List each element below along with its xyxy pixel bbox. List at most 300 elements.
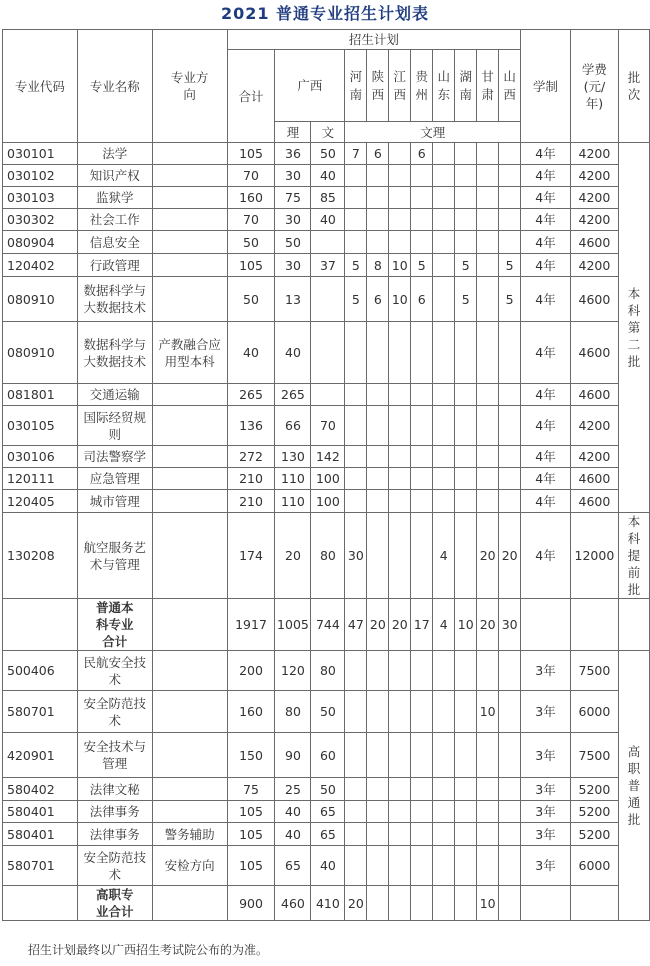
header-duration: 学制	[521, 30, 571, 143]
province-cell: 5	[411, 254, 433, 277]
major-name: 安全技术与管理	[77, 733, 152, 778]
major-code: 030101	[3, 143, 78, 165]
major-code: 030103	[3, 187, 78, 209]
guangxi-li-cell: 110	[275, 490, 311, 513]
major-name: 行政管理	[77, 254, 152, 277]
major-direction	[152, 384, 227, 406]
major-name: 法律事务	[77, 801, 152, 823]
province-cell	[389, 823, 411, 846]
header-li: 理	[275, 122, 311, 143]
guangxi-wen-cell: 50	[311, 143, 345, 165]
province-cell	[367, 823, 389, 846]
major-code: 030106	[3, 446, 78, 468]
table-row	[3, 691, 650, 733]
guangxi-wen-cell: 65	[311, 801, 345, 823]
province-cell	[455, 823, 477, 846]
province-cell	[389, 143, 411, 165]
subtotal-code	[3, 886, 78, 921]
guangxi-li-cell: 20	[275, 513, 311, 599]
duration-cell: 3年	[521, 823, 571, 846]
province-cell	[455, 322, 477, 384]
major-direction	[152, 691, 227, 733]
major-code: 580701	[3, 691, 78, 733]
province-cell	[345, 733, 367, 778]
province-cell	[499, 468, 521, 490]
batch-cell: 本科提前批	[618, 513, 649, 599]
fee-cell: 4200	[570, 165, 618, 187]
major-name: 航空服务艺术与管理	[77, 513, 152, 599]
total-cell: 105	[227, 801, 275, 823]
major-direction	[152, 143, 227, 165]
total-cell: 70	[227, 209, 275, 231]
page-title: 2021 普通专业招生计划表	[220, 4, 430, 23]
guangxi-li-cell: 80	[275, 691, 311, 733]
major-code: 580402	[3, 778, 78, 801]
major-direction	[152, 209, 227, 231]
duration-cell: 3年	[521, 651, 571, 691]
province-cell	[411, 322, 433, 384]
major-code: 080910	[3, 322, 78, 384]
header-direction: 专业方向	[152, 30, 227, 143]
table-row	[3, 846, 650, 886]
major-name: 安全防范技术	[77, 846, 152, 886]
province-cell: 5	[345, 254, 367, 277]
province-cell	[345, 823, 367, 846]
guangxi-li-cell: 40	[275, 801, 311, 823]
duration-cell: 4年	[521, 406, 571, 446]
province-cell	[411, 446, 433, 468]
province-cell	[367, 209, 389, 231]
province-cell	[455, 187, 477, 209]
duration-cell: 4年	[521, 384, 571, 406]
province-cell	[389, 468, 411, 490]
province-cell	[389, 322, 411, 384]
major-name: 司法警察学	[77, 446, 152, 468]
province-cell	[455, 846, 477, 886]
province-cell	[345, 801, 367, 823]
table-row	[3, 651, 650, 691]
province-cell	[411, 823, 433, 846]
major-name: 国际经贸规则	[77, 406, 152, 446]
major-direction: 警务辅助	[152, 823, 227, 846]
total-cell: 40	[227, 322, 275, 384]
fee-cell: 4600	[570, 277, 618, 322]
subtotal-code	[3, 599, 78, 651]
province-cell	[411, 513, 433, 599]
fee-cell: 4200	[570, 187, 618, 209]
province-cell	[411, 846, 433, 886]
fee-cell: 6000	[570, 691, 618, 733]
province-cell	[499, 446, 521, 468]
province-cell	[367, 801, 389, 823]
fee-cell: 7500	[570, 733, 618, 778]
guangxi-li-cell: 110	[275, 468, 311, 490]
duration-cell: 4年	[521, 254, 571, 277]
major-code: 130208	[3, 513, 78, 599]
province-cell	[499, 886, 521, 921]
total-cell: 105	[227, 254, 275, 277]
province-cell	[455, 143, 477, 165]
total-cell: 150	[227, 733, 275, 778]
province-cell	[367, 165, 389, 187]
header-batch: 批次	[618, 30, 649, 143]
province-cell	[455, 691, 477, 733]
major-name: 法律事务	[77, 823, 152, 846]
province-cell	[477, 384, 499, 406]
major-name: 民航安全技术	[77, 651, 152, 691]
province-cell	[499, 322, 521, 384]
major-direction	[152, 733, 227, 778]
guangxi-wen-cell: 85	[311, 187, 345, 209]
province-cell	[345, 651, 367, 691]
province-cell	[345, 468, 367, 490]
guangxi-wen-cell	[311, 322, 345, 384]
province-cell	[499, 651, 521, 691]
province-cell	[345, 322, 367, 384]
total-cell: 105	[227, 846, 275, 886]
guangxi-wen-cell: 80	[311, 651, 345, 691]
fee-cell: 4200	[570, 254, 618, 277]
province-cell	[433, 886, 455, 921]
province-cell	[345, 406, 367, 446]
province-cell	[455, 886, 477, 921]
province-cell	[477, 468, 499, 490]
header-wenli: 文理	[345, 122, 521, 143]
table-row	[3, 490, 650, 513]
province-cell	[499, 801, 521, 823]
province-cell	[367, 384, 389, 406]
major-direction	[152, 778, 227, 801]
major-name: 法律文秘	[77, 778, 152, 801]
province-cell	[455, 406, 477, 446]
table-row	[3, 209, 650, 231]
province-cell: 5	[455, 254, 477, 277]
province-cell	[433, 733, 455, 778]
major-direction	[152, 490, 227, 513]
province-cell	[389, 490, 411, 513]
total-cell: 50	[227, 277, 275, 322]
subtotal-label: 普通本科专业合计	[77, 599, 152, 651]
province-cell	[411, 468, 433, 490]
major-direction: 安检方向	[152, 846, 227, 886]
major-code: 030102	[3, 165, 78, 187]
table-row	[3, 446, 650, 468]
province-cell	[433, 468, 455, 490]
province-cell: 6	[367, 277, 389, 322]
major-name: 安全防范技术	[77, 691, 152, 733]
duration-cell: 4年	[521, 322, 571, 384]
major-code: 080910	[3, 277, 78, 322]
province-cell: 6	[411, 277, 433, 322]
major-code: 580401	[3, 801, 78, 823]
batch-cell: 本科第二批	[618, 143, 649, 513]
province-cell	[367, 778, 389, 801]
fee-cell: 12000	[570, 513, 618, 599]
province-cell	[455, 513, 477, 599]
fee-cell: 5200	[570, 778, 618, 801]
guangxi-li-cell: 13	[275, 277, 311, 322]
guangxi-wen-cell: 65	[311, 823, 345, 846]
guangxi-li-cell: 90	[275, 733, 311, 778]
province-cell	[433, 490, 455, 513]
province-cell	[455, 733, 477, 778]
total-cell: 174	[227, 513, 275, 599]
major-code: 420901	[3, 733, 78, 778]
province-cell: 6	[411, 143, 433, 165]
province-cell	[455, 490, 477, 513]
duration-cell: 4年	[521, 277, 571, 322]
header-province: 江西	[389, 50, 411, 122]
major-code: 080904	[3, 231, 78, 254]
major-direction	[152, 801, 227, 823]
fee-cell: 5200	[570, 823, 618, 846]
subtotal-wen: 410	[311, 886, 345, 921]
major-code: 030302	[3, 209, 78, 231]
province-cell	[455, 446, 477, 468]
header-name: 专业名称	[77, 30, 152, 143]
province-cell	[499, 231, 521, 254]
province-cell	[367, 513, 389, 599]
table-row	[3, 801, 650, 823]
province-cell	[411, 406, 433, 446]
guangxi-li-cell: 40	[275, 823, 311, 846]
fee-cell	[570, 599, 618, 651]
province-cell	[477, 254, 499, 277]
province-cell	[477, 778, 499, 801]
major-name: 数据科学与大数据技术	[77, 322, 152, 384]
province-cell	[433, 778, 455, 801]
province-cell	[433, 187, 455, 209]
guangxi-wen-cell	[311, 231, 345, 254]
table-row	[3, 322, 650, 384]
fee-cell: 4600	[570, 322, 618, 384]
province-cell	[433, 384, 455, 406]
province-cell: 10	[389, 277, 411, 322]
major-code: 030105	[3, 406, 78, 446]
province-cell	[477, 733, 499, 778]
guangxi-li-cell: 66	[275, 406, 311, 446]
header-province: 贵州	[411, 50, 433, 122]
duration-cell: 3年	[521, 733, 571, 778]
major-code: 580401	[3, 823, 78, 846]
province-cell	[499, 165, 521, 187]
province-cell	[499, 823, 521, 846]
major-name: 数据科学与大数据技术	[77, 277, 152, 322]
total-cell: 50	[227, 231, 275, 254]
province-cell	[433, 446, 455, 468]
province-cell	[455, 209, 477, 231]
major-direction: 产教融合应用型本科	[152, 322, 227, 384]
duration-cell: 4年	[521, 209, 571, 231]
province-cell	[499, 691, 521, 733]
province-cell	[367, 322, 389, 384]
province-cell: 4	[433, 513, 455, 599]
guangxi-li-cell: 265	[275, 384, 311, 406]
guangxi-wen-cell: 40	[311, 165, 345, 187]
province-cell	[411, 187, 433, 209]
table-row	[3, 513, 650, 599]
major-direction	[152, 231, 227, 254]
province-cell	[389, 846, 411, 886]
province-cell	[499, 187, 521, 209]
province-cell	[389, 691, 411, 733]
province-cell	[433, 209, 455, 231]
total-cell: 210	[227, 490, 275, 513]
province-cell	[345, 231, 367, 254]
province-cell	[367, 651, 389, 691]
major-code: 120402	[3, 254, 78, 277]
total-cell: 70	[227, 165, 275, 187]
province-cell	[477, 846, 499, 886]
province-cell	[499, 846, 521, 886]
guangxi-li-cell: 30	[275, 254, 311, 277]
header-guangxi: 广西	[275, 50, 345, 122]
table-row	[3, 823, 650, 846]
fee-cell: 7500	[570, 651, 618, 691]
province-cell	[477, 187, 499, 209]
province-cell	[433, 165, 455, 187]
subtotal-total: 1917	[227, 599, 275, 651]
subtotal-direction	[152, 886, 227, 921]
province-cell	[345, 778, 367, 801]
province-cell: 8	[367, 254, 389, 277]
province-cell	[345, 846, 367, 886]
province-cell	[477, 651, 499, 691]
duration-cell: 4年	[521, 231, 571, 254]
guangxi-li-cell: 25	[275, 778, 311, 801]
subtotal-label: 高职专业合计	[77, 886, 152, 921]
major-direction	[152, 254, 227, 277]
guangxi-li-cell: 130	[275, 446, 311, 468]
subtotal-total: 900	[227, 886, 275, 921]
fee-cell: 5200	[570, 801, 618, 823]
major-name: 城市管理	[77, 490, 152, 513]
province-cell	[499, 209, 521, 231]
province-cell: 47	[345, 599, 367, 651]
province-cell: 20	[345, 886, 367, 921]
table-row	[3, 165, 650, 187]
province-cell: 20	[389, 599, 411, 651]
table-row	[3, 187, 650, 209]
duration-cell	[521, 599, 571, 651]
major-code: 580701	[3, 846, 78, 886]
province-cell	[411, 165, 433, 187]
province-cell: 10	[477, 886, 499, 921]
major-code: 500406	[3, 651, 78, 691]
major-code: 120405	[3, 490, 78, 513]
major-direction	[152, 187, 227, 209]
guangxi-wen-cell: 100	[311, 468, 345, 490]
province-cell	[499, 733, 521, 778]
province-cell: 20	[499, 513, 521, 599]
province-cell	[477, 490, 499, 513]
major-direction	[152, 406, 227, 446]
province-cell	[433, 277, 455, 322]
province-cell: 17	[411, 599, 433, 651]
subtotal-wen: 744	[311, 599, 345, 651]
table-row	[3, 254, 650, 277]
province-cell	[367, 846, 389, 886]
enrollment-plan-table	[2, 29, 650, 921]
guangxi-li-cell: 36	[275, 143, 311, 165]
province-cell: 5	[455, 277, 477, 322]
province-cell	[367, 733, 389, 778]
duration-cell: 4年	[521, 446, 571, 468]
major-direction	[152, 165, 227, 187]
header-province: 河南	[345, 50, 367, 122]
province-cell	[367, 406, 389, 446]
province-cell: 5	[345, 277, 367, 322]
province-cell: 10	[477, 691, 499, 733]
province-cell	[389, 187, 411, 209]
header-province: 湖南	[455, 50, 477, 122]
fee-cell	[570, 886, 618, 921]
table-row	[3, 231, 650, 254]
province-cell	[345, 446, 367, 468]
guangxi-wen-cell: 40	[311, 846, 345, 886]
total-cell: 200	[227, 651, 275, 691]
province-cell	[367, 231, 389, 254]
province-cell	[389, 513, 411, 599]
header-total: 合计	[227, 50, 275, 143]
province-cell	[477, 209, 499, 231]
province-cell	[411, 691, 433, 733]
province-cell	[411, 733, 433, 778]
total-cell: 160	[227, 187, 275, 209]
province-cell: 30	[345, 513, 367, 599]
guangxi-li-cell: 65	[275, 846, 311, 886]
province-cell	[367, 691, 389, 733]
fee-cell: 4600	[570, 384, 618, 406]
province-cell: 5	[499, 254, 521, 277]
total-cell: 105	[227, 823, 275, 846]
major-name: 应急管理	[77, 468, 152, 490]
duration-cell: 3年	[521, 846, 571, 886]
province-cell	[477, 406, 499, 446]
header-province: 甘肃	[477, 50, 499, 122]
header-fee: 学费(元/年)	[570, 30, 618, 143]
guangxi-li-cell: 30	[275, 209, 311, 231]
province-cell	[345, 490, 367, 513]
guangxi-wen-cell: 40	[311, 209, 345, 231]
province-cell	[433, 254, 455, 277]
province-cell	[389, 733, 411, 778]
guangxi-li-cell: 30	[275, 165, 311, 187]
province-cell	[499, 143, 521, 165]
province-cell: 20	[477, 599, 499, 651]
province-cell	[433, 846, 455, 886]
duration-cell: 3年	[521, 801, 571, 823]
province-cell	[499, 406, 521, 446]
major-code: 120111	[3, 468, 78, 490]
header-province: 山西	[499, 50, 521, 122]
province-cell: 4	[433, 599, 455, 651]
province-cell	[389, 231, 411, 254]
province-cell	[433, 143, 455, 165]
table-row	[3, 384, 650, 406]
fee-cell: 4200	[570, 446, 618, 468]
province-cell	[345, 165, 367, 187]
province-cell	[433, 406, 455, 446]
province-cell: 5	[499, 277, 521, 322]
duration-cell: 4年	[521, 165, 571, 187]
subtotal-direction	[152, 599, 227, 651]
duration-cell: 4年	[521, 468, 571, 490]
duration-cell: 4年	[521, 143, 571, 165]
province-cell	[477, 446, 499, 468]
fee-cell: 6000	[570, 846, 618, 886]
total-cell: 75	[227, 778, 275, 801]
